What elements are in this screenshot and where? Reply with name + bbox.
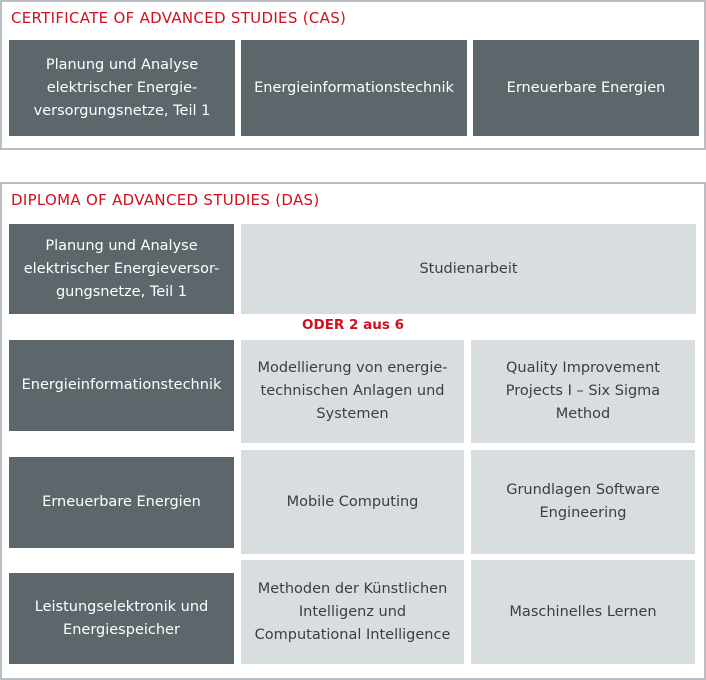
cas-module-3: Erneuerbare Energien bbox=[473, 40, 699, 136]
choice-label: ODER 2 aus 6 bbox=[302, 317, 404, 333]
das-title: DIPLOMA OF ADVANCED STUDIES (DAS) bbox=[11, 191, 320, 209]
cas-module-1: Planung und Analyse elektrischer Energie-versorgungsnetze, Teil 1 bbox=[9, 40, 235, 136]
das-option-row-2-a: Mobile Computing bbox=[241, 450, 464, 554]
das-module-row-3: Leistungselektronik und Energiespeicher bbox=[9, 573, 234, 664]
das-option-row-1-a: Modellierung von energie-technischen Anlagen und Systemen bbox=[241, 340, 464, 443]
das-first-module: Planung und Analyse elektrischer Energieversor-gungsnetze, Teil 1 bbox=[9, 224, 234, 314]
cas-title: CERTIFICATE OF ADVANCED STUDIES (CAS) bbox=[11, 9, 347, 27]
cas-panel bbox=[0, 0, 706, 150]
cas-module-2: Energieinformationstechnik bbox=[241, 40, 467, 136]
das-module-row-2: Erneuerbare Energien bbox=[9, 457, 234, 548]
das-option-row-1-b: Quality Improvement Projects I – Six Sigma Method bbox=[471, 340, 695, 443]
das-option-row-3-a: Methoden der Künstlichen Intelligenz und Computational Intelligence bbox=[241, 560, 464, 664]
das-option-row-2-b: Grundlagen Software Engineering bbox=[471, 450, 695, 554]
das-module-row-1: Energieinformationstechnik bbox=[9, 340, 234, 431]
das-project-box: Studienarbeit bbox=[241, 224, 696, 314]
das-option-row-3-b: Maschinelles Lernen bbox=[471, 560, 695, 664]
